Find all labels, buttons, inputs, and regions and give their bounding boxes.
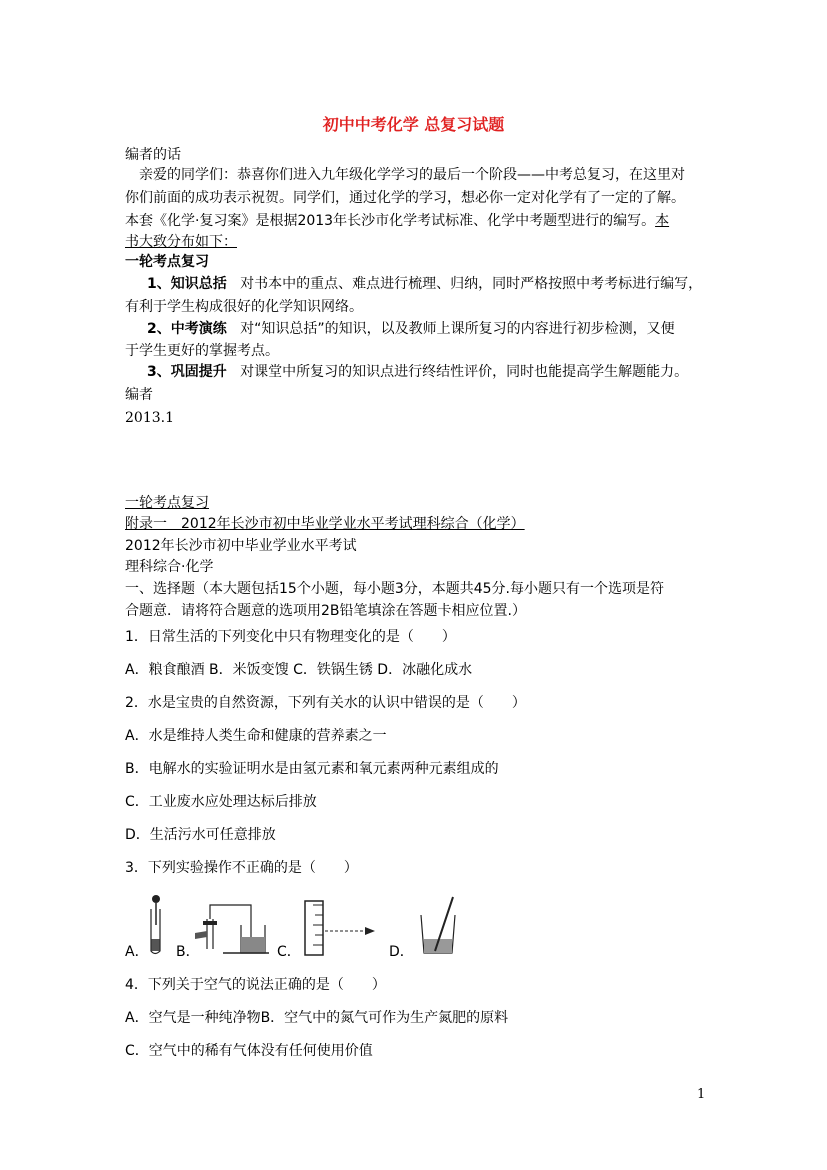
question-3: 3．下列实验操作不正确的是（ ）	[125, 860, 358, 876]
review-item	[147, 363, 688, 381]
preface-line: 亲爱的同学们：恭喜你们进入九年级化学学习的最后一个阶段——中考总复习，在这里对	[139, 167, 685, 183]
appendix-section: 一轮考点复习	[125, 495, 209, 511]
question-1: 1．日常生活的下列变化中只有物理变化的是（ ）	[125, 629, 456, 645]
preface-underlined-line: 书大致分布如下：	[125, 234, 237, 250]
review-item-text: 对书本中的重点、难点进行梳理、归纳，同时严格按照中考考标进行编写，	[240, 276, 703, 292]
review-item	[147, 275, 702, 293]
question-4-option-c: C．空气中的稀有气体没有任何使用价值	[125, 1043, 373, 1059]
question-2-option-c: C．工业废水应处理达标后排放	[125, 794, 317, 810]
question-2: 2．水是宝贵的自然资源，下列有关水的认识中错误的是（ ）	[125, 695, 526, 711]
section-instruction: 合题意．请将符合题意的选项用2B铅笔填涂在答题卡相应位置.）	[125, 603, 526, 619]
figure-label-b: B．	[176, 944, 200, 960]
graduated-cylinder-reading-illustration	[299, 897, 381, 957]
question-4-options-ab: A．空气是一种纯净物B．空气中的氮气可作为生产氮肥的原料	[125, 1010, 509, 1026]
preface-date: 2013.1	[125, 410, 174, 426]
preface-signature: 编者	[125, 387, 153, 403]
figure-label-c: C．	[277, 944, 301, 960]
review-item-label: 1、知识总括	[147, 276, 227, 292]
question-1-options: A．粮食酿酒 B．米饭变馊 C．铁锅生锈 D．冰融化成水	[125, 662, 473, 678]
review-item-label: 2、中考演练	[147, 321, 227, 337]
preface-line-text: 本套《化学·复习案》是根据2013年长沙市化学考试标准、化学中考题型进行的编写。	[125, 213, 656, 229]
appendix-heading: 附录一 2012年长沙市初中毕业学业水平考试理科综合（化学）	[125, 516, 525, 532]
gas-collection-illustration	[193, 901, 273, 957]
preface-line	[125, 212, 669, 230]
section-heading: 一轮考点复习	[125, 254, 209, 270]
review-item-label: 3、巩固提升	[147, 364, 227, 380]
question-2-option-a: A．水是维持人类生命和健康的营养素之一	[125, 728, 387, 744]
section-instruction: 一、选择题（本大题包括15个小题，每小题3分，本题共45分.每小题只有一个选项是符	[125, 581, 664, 597]
review-item-text: 对课堂中所复习的知识点进行终结性评价，同时也能提高学生解题能力。	[240, 364, 689, 380]
exam-name: 2012年长沙市初中毕业学业水平考试	[125, 538, 357, 554]
question-4: 4．下列关于空气的说法正确的是（ ）	[125, 977, 386, 993]
preface-heading: 编者的话	[125, 147, 181, 163]
question-2-option-d: D．生活污水可任意排放	[125, 827, 276, 843]
review-item-continuation: 有利于学生构成很好的化学知识网络。	[125, 299, 363, 315]
beaker-stirring-illustration	[415, 895, 465, 957]
review-item	[147, 320, 675, 338]
question-2-option-b: B．电解水的实验证明水是由氢元素和氧元素两种元素组成的	[125, 761, 499, 777]
figure-label-d: D．	[389, 944, 414, 960]
review-item-continuation: 于学生更好的掌握考点。	[125, 343, 279, 359]
exam-subject: 理科综合·化学	[125, 559, 214, 575]
test-tube-dropper-illustration	[143, 895, 167, 957]
preface-underlined-text: 本	[655, 213, 670, 229]
preface-line: 你们前面的成功表示祝贺。同学们，通过化学的学习，想必你一定对化学有了一定的了解。	[125, 190, 685, 206]
question-3-figures	[125, 895, 465, 960]
page-number: 1	[697, 1087, 706, 1102]
review-item-text: 对“知识总括”的知识，以及教师上课所复习的内容进行初步检测，又便	[240, 321, 675, 337]
figure-label-a: A．	[125, 944, 149, 960]
document-title: 初中中考化学 总复习试题	[322, 115, 505, 134]
